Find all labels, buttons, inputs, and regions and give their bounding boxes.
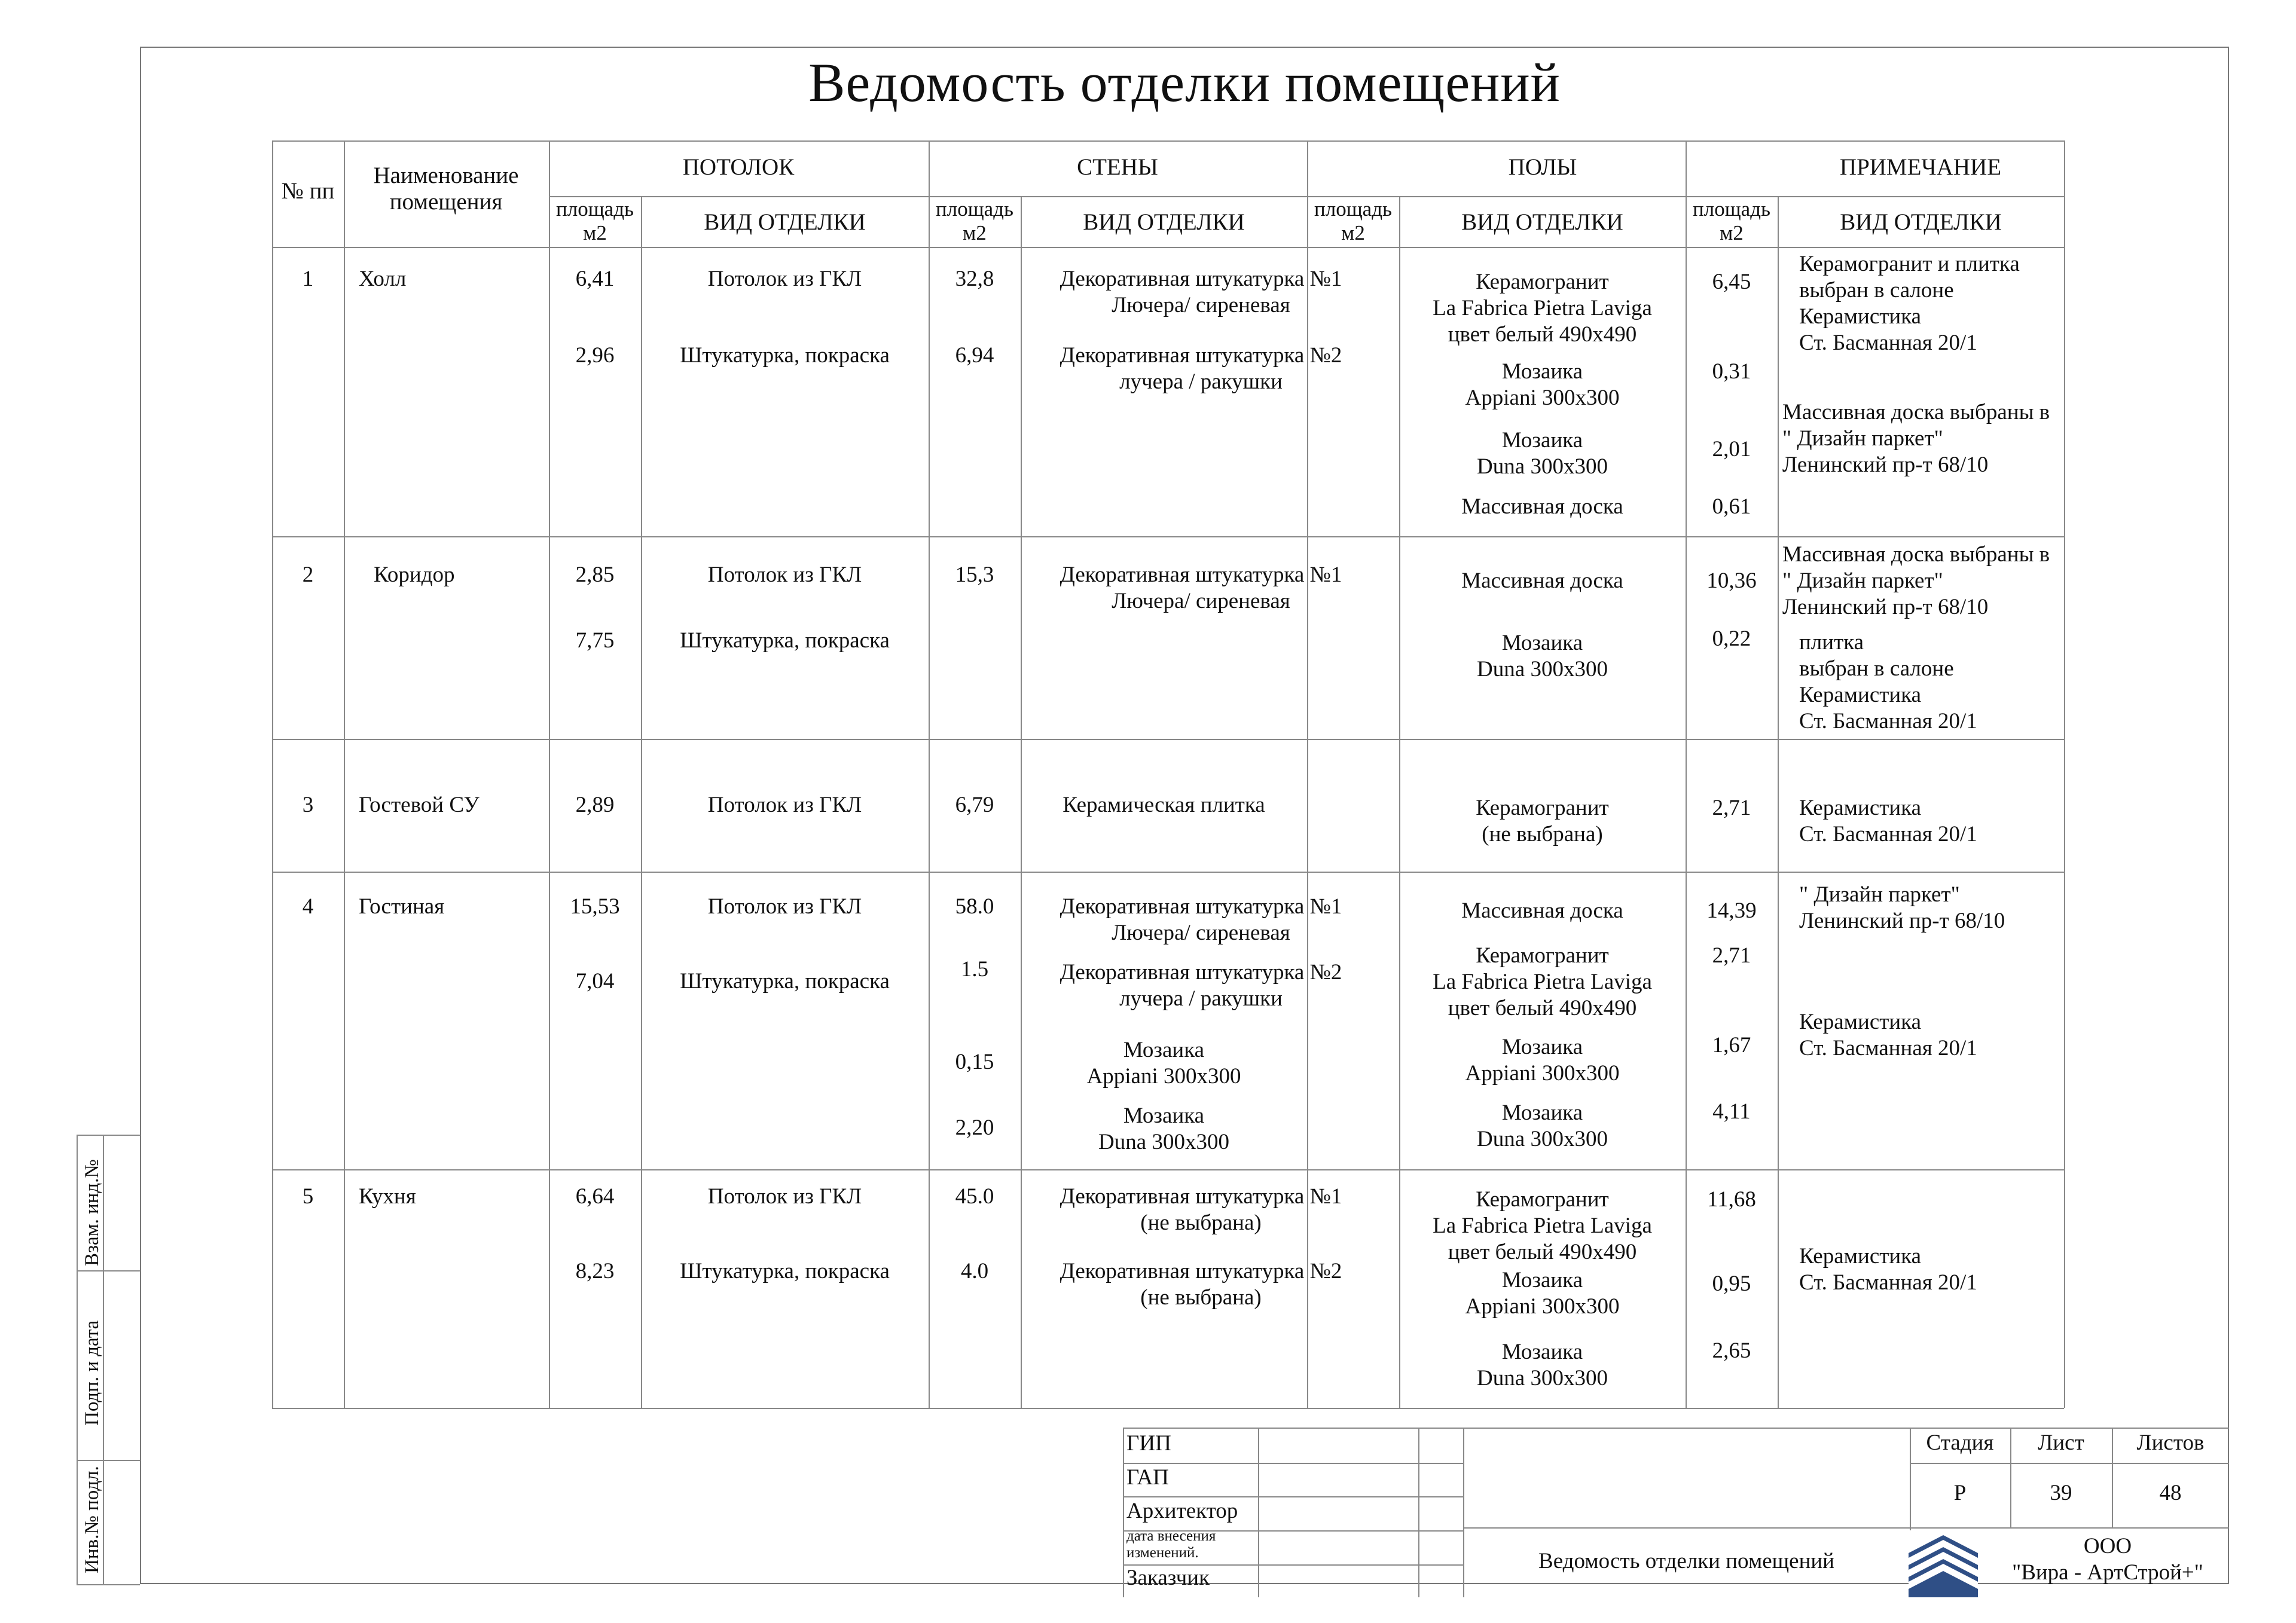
wall-area: 32,8	[955, 267, 994, 291]
wall-area: 6,79	[955, 793, 994, 817]
column-border	[929, 140, 930, 1408]
stamp-col-line	[2010, 1428, 2011, 1527]
header-ceiling: ПОТОЛОК	[682, 154, 795, 180]
stamp-row-line	[1123, 1463, 1463, 1464]
floor-finish: Керамогранит La Fabrica Pietra Laviga цвет белый 490х490	[1433, 270, 1652, 347]
floor-area: 6,45	[1712, 270, 1751, 294]
row-divider	[272, 1169, 2064, 1170]
header-floors: ПОЛЫ	[1508, 154, 1577, 180]
row-number: 1	[302, 267, 314, 291]
floor-area: 0,61	[1712, 494, 1751, 519]
stamp-col-line	[1418, 1428, 1419, 1597]
wall-finish: Мозаика Duna 300x300	[1098, 1104, 1229, 1154]
note-text: Массивная доска выбраны в " Дизайн паркет" Ленинский пр-т 68/10	[1782, 542, 2050, 619]
stamp-col-line	[1258, 1428, 1259, 1597]
stamp-row-line	[1123, 1496, 1463, 1497]
column-border	[272, 140, 273, 1408]
sheets-value: 48	[2159, 1481, 2182, 1505]
header-note: ПРИМЕЧАНИЕ	[1839, 154, 2002, 180]
row-number: 2	[302, 563, 314, 587]
wall-finish: Керамическая плитка	[1062, 793, 1265, 817]
wall-area: 1.5	[960, 957, 989, 982]
column-border	[344, 140, 345, 1408]
header-area: площадь м2	[556, 197, 634, 244]
floor-area: 4,11	[1712, 1099, 1751, 1124]
ceiling-finish: Штукатурка, покраска	[680, 343, 890, 368]
floor-finish: Керамогранит (не выбрана)	[1476, 796, 1609, 846]
side-line	[77, 1135, 140, 1136]
note-text: Керамистика Ст. Басманная 20/1	[1799, 1010, 1977, 1060]
note-text: Керамистика Ст. Басманная 20/1	[1799, 796, 1977, 846]
column-border	[549, 140, 550, 1408]
room-name: Холл	[359, 267, 407, 291]
stamp-row-line	[1910, 1463, 2229, 1464]
stamp-role-label: Архитектор	[1126, 1499, 1238, 1523]
header-walls: СТЕНЫ	[1077, 154, 1158, 180]
wall-finish: Мозаика Appiani 300x300	[1086, 1038, 1241, 1089]
floor-area: 0,31	[1712, 359, 1751, 384]
side-stamp-label: Взам. инд.№	[81, 1159, 103, 1266]
row-number: 4	[302, 894, 314, 919]
wall-finish: Декоративная штукатурка №2 (не выбрана)	[1060, 1259, 1342, 1310]
row-divider	[272, 739, 2064, 740]
note-text: " Дизайн паркет" Ленинский пр-т 68/10	[1799, 882, 2005, 933]
ceiling-area: 2,85	[575, 563, 615, 587]
note-text: Керамогранит и плитка выбран в салоне Керамистика Ст. Басманная 20/1	[1799, 252, 2020, 355]
wall-area: 0,15	[955, 1050, 994, 1074]
header-finish: ВИД ОТДЕЛКИ	[1461, 209, 1623, 235]
floor-finish: Мозаика Duna 300x300	[1477, 1101, 1608, 1151]
stamp-role-label: ГИП	[1126, 1431, 1171, 1456]
table-top-border	[272, 140, 2064, 142]
stamp-col-line	[1463, 1428, 1464, 1597]
wall-finish: Декоративная штукатурка №1 (не выбрана)	[1060, 1184, 1342, 1235]
note-text: Керамистика Ст. Басманная 20/1	[1799, 1244, 1977, 1295]
header-finish: ВИД ОТДЕЛКИ	[1083, 209, 1245, 235]
wall-area: 58.0	[955, 894, 994, 919]
ceiling-finish: Потолок из ГКЛ	[707, 563, 862, 587]
side-stamp-label: Инв.№ подл.	[81, 1466, 103, 1573]
wall-area: 15,3	[955, 563, 994, 587]
header-area: площадь м2	[1314, 197, 1392, 244]
ceiling-area: 6,64	[575, 1184, 615, 1209]
side-line	[77, 1270, 140, 1271]
row-divider	[272, 1408, 2064, 1409]
ceiling-finish: Потолок из ГКЛ	[707, 894, 862, 919]
row-number: 5	[302, 1184, 314, 1209]
header-finish: ВИД ОТДЕЛКИ	[704, 209, 866, 235]
column-border	[1399, 196, 1400, 1408]
column-border	[1021, 196, 1022, 1408]
stamp-role-label: ГАП	[1126, 1465, 1169, 1490]
column-border	[1686, 140, 1687, 1408]
note-text: Массивная доска выбраны в " Дизайн паркет" Ленинский пр-т 68/10	[1782, 400, 2050, 477]
header-bottom-border	[272, 247, 2064, 248]
floor-finish: Массивная доска	[1461, 898, 1623, 923]
column-border	[641, 196, 642, 1408]
stamp-top-border	[1123, 1428, 2229, 1429]
wall-finish: Декоративная штукатурка №2 лучера / ракушки	[1060, 343, 1342, 394]
stage-value: Р	[1953, 1481, 1967, 1505]
floor-area: 0,95	[1712, 1271, 1751, 1296]
header-num: № пп	[281, 178, 335, 204]
ceiling-area: 2,96	[575, 343, 615, 368]
sheets-label: Листов	[2136, 1431, 2205, 1455]
stamp-document-title: Ведомость отделки помещений	[1538, 1549, 1834, 1573]
ceiling-area: 8,23	[575, 1259, 615, 1283]
floor-finish: Керамогранит La Fabrica Pietra Laviga цвет белый 490х490	[1433, 1187, 1652, 1264]
floor-finish: Мозаика Appiani 300x300	[1465, 1268, 1620, 1319]
column-border	[2064, 140, 2065, 1408]
ceiling-finish: Потолок из ГКЛ	[707, 267, 862, 291]
floor-area: 14,39	[1706, 898, 1757, 923]
room-name: Коридор	[374, 563, 455, 587]
header-area: площадь м2	[1693, 197, 1770, 244]
sheet-label: Лист	[2038, 1431, 2084, 1455]
wall-area: 6,94	[955, 343, 994, 368]
stamp-role-label: Заказчик	[1126, 1566, 1210, 1590]
floor-area: 0,22	[1712, 626, 1751, 651]
ceiling-area: 15,53	[570, 894, 620, 919]
header-room-name: Наименование помещения	[373, 163, 519, 215]
wall-area: 2,20	[955, 1115, 994, 1140]
floor-finish: Массивная доска	[1461, 568, 1623, 593]
row-divider	[272, 872, 2064, 873]
stamp-role-label: дата внесения изменений.	[1126, 1528, 1216, 1561]
row-divider	[272, 536, 2064, 537]
floor-finish: Мозаика Duna 300x300	[1477, 428, 1608, 479]
wall-area: 45.0	[955, 1184, 994, 1209]
room-name: Кухня	[359, 1184, 416, 1209]
ceiling-area: 7,04	[575, 969, 615, 994]
floor-finish: Мозаика Duna 300x300	[1477, 631, 1608, 681]
floor-finish: Мозаика Appiani 300x300	[1465, 1035, 1620, 1086]
side-border	[77, 1135, 78, 1584]
room-name: Гостиная	[359, 894, 445, 919]
ceiling-finish: Потолок из ГКЛ	[707, 793, 862, 817]
stamp-col-line	[2112, 1428, 2113, 1527]
floor-finish: Мозаика Appiani 300x300	[1465, 359, 1620, 410]
floor-area: 1,67	[1712, 1033, 1751, 1057]
ceiling-area: 6,41	[575, 267, 615, 291]
stamp-row-line	[1463, 1527, 2229, 1529]
side-line	[77, 1584, 140, 1585]
room-name: Гостевой СУ	[359, 793, 480, 817]
header-divider	[549, 196, 2064, 197]
ceiling-finish: Штукатурка, покраска	[680, 628, 890, 653]
header-area: площадь м2	[936, 197, 1013, 244]
row-number: 3	[302, 793, 314, 817]
floor-area: 10,36	[1706, 568, 1757, 593]
ceiling-area: 7,75	[575, 628, 615, 653]
floor-area: 11,68	[1707, 1187, 1756, 1212]
stage-label: Стадия	[1926, 1431, 1994, 1455]
ceiling-finish: Потолок из ГКЛ	[707, 1184, 862, 1209]
floor-area: 2,71	[1712, 943, 1751, 968]
ceiling-area: 2,89	[575, 793, 615, 817]
note-text: плитка выбран в салоне Керамистика Ст. Басманная 20/1	[1799, 630, 1977, 733]
wall-area: 4.0	[960, 1259, 989, 1283]
column-border	[1778, 196, 1779, 1408]
floor-area: 2,01	[1712, 437, 1751, 461]
wall-finish: Декоративная штукатурка №1 Лючера/ сиреневая	[1060, 563, 1342, 613]
company-name: ООО "Вира - АртСтрой+"	[2012, 1534, 2203, 1585]
ceiling-finish: Штукатурка, покраска	[680, 969, 890, 994]
page-title: Ведомость отделки помещений	[808, 52, 1561, 113]
floor-area: 2,71	[1712, 796, 1751, 820]
floor-finish: Мозаика Duna 300x300	[1477, 1340, 1608, 1390]
wall-finish: Декоративная штукатурка №2 лучера / ракушки	[1060, 960, 1342, 1011]
wall-finish: Декоративная штукатурка №1 Лючера/ сиреневая	[1060, 894, 1342, 945]
sheet-value: 39	[2050, 1481, 2072, 1505]
header-finish: ВИД ОТДЕЛКИ	[1840, 209, 2002, 235]
floor-finish: Массивная доска	[1461, 494, 1623, 519]
wall-finish: Декоративная штукатурка №1 Лючера/ сиреневая	[1060, 267, 1342, 317]
ceiling-finish: Штукатурка, покраска	[680, 1259, 890, 1283]
floor-area: 2,65	[1712, 1338, 1751, 1363]
side-stamp-label: Подп. и дата	[81, 1320, 103, 1426]
company-logo	[1909, 1530, 1978, 1597]
side-line	[77, 1460, 140, 1461]
floor-finish: Керамогранит La Fabrica Pietra Laviga цвет белый 490х490	[1433, 943, 1652, 1020]
stamp-col-line	[1123, 1428, 1124, 1597]
